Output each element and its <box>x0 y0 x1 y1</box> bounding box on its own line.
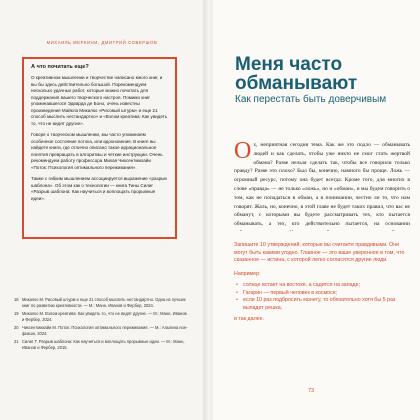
example-item: • Гагарин — первый человек в космосе; <box>234 290 410 298</box>
chapter-subtitle: Как перестать быть доверчивым <box>235 94 387 105</box>
footnote-text: Чиксентмихайи М. Поток: Психология оптимального переживания. — М.: Альпина нон-фикшн, 2024. <box>22 324 188 336</box>
footnote <box>14 311 189 322</box>
example-list <box>234 282 410 312</box>
footnote-text: Микалко М. Взлом креатива: Как увидеть то, что не видят другие. — М.: Манн, Иванов и Фербер, 2024. <box>22 310 187 322</box>
example-item: • если 10 раз подбросить монету, то обязательно хотя бы 5 раз выпадет решка, <box>234 297 410 312</box>
exercise-label: Например: <box>234 270 261 277</box>
footnote-number: 20 <box>14 324 19 330</box>
reading-sidebar <box>22 57 177 239</box>
sidebar-paragraph: О креативном мышлении и творчестве написано много книг, и вы бы здесь действительно большой. Порекомендуем несколько удачных работ, которые можно почитать для поддержания вашего творческого настроя. Помимо книг упоминавшегося Эдварда де Боно, очень известны произведения Майкла Микалко «Рисовый штурм» и еще 21 способ мыслить нестандартно» и «Взлом креатива: Как увидеть то, что не видят другие». <box>31 75 168 126</box>
footnote-number: 21 <box>14 338 19 344</box>
footnote-number: 19 <box>14 310 19 316</box>
footnote <box>14 297 189 308</box>
left-page <box>0 0 208 420</box>
footnote-text: Силиг Т. Разрыв шаблона: Как научиться и воплощать прорывные идеи. — М.: Манн, Иванов и Фербер, 2015. <box>22 338 185 350</box>
sidebar-paragraph: Также с гибким мышлением ассоциируется выражение «разрыв шаблона». Об этом как о технологии — книга Тины Силиг «Разрыв шаблона: Как научиться и воплощать прорывные идеи». <box>31 176 167 201</box>
footnotes <box>14 297 189 353</box>
page-number: 73 <box>308 388 315 394</box>
sidebar-paragraph: Говоря о творческом мышлении, мы часто упоминаем особенное состояние потока, или вдохновения. В книге вы найдете книги, где отлично описано такое иррациональное понятия превращать в алгоритмы и четкие инструкции. Очень рекомендуем работу профессора Михая Чиксентмихайи «Поток: Психология оптимального переживания». <box>31 132 163 170</box>
footnote <box>14 325 189 336</box>
exercise-closing: и так далее. <box>234 316 265 322</box>
body-paragraph: х, неприятная сегодня тема. Как же это подло — обманывать людей и как сделать, чтобы уже никто не смог стать жертвой обмана? Разве нельзя сделать так, чтобы все говорили только правду? Разве это плохо? Был бы, конечно, намного бы проще. Ложь — огромный ресурс, потому она будет всегда. Кроме того, для многих в слове «правда» — не только «ложь», но и «обман», и мы будем говорить о том, как не попадаться в обман, а в понимании, честно ли то, что нам говорят. Жаль, но, конечно, в этой главе не будет таких правил, что вас не обманут, с которыми вы будете рассматривать тех, кто пытается обманывать, а тех, кто действительно пытается, на основании <box>234 142 410 228</box>
footnote-number: 18 <box>14 297 19 302</box>
footnote-text: Микалко М. Рисовый штурм и еще 21 способ мыслить нестандартно. Одна из лучших книг по развитию креативности. — М.: Манн, Иванов и Фербер, 2024. <box>22 297 186 308</box>
sidebar-title: А что почитать еще? <box>31 64 89 70</box>
chapter-body <box>234 141 410 231</box>
chapter-title: Меня часто обманывают <box>235 54 358 94</box>
book-gutter <box>203 0 213 420</box>
exercise-intro: Запишите 10 утверждений, которые вы считаете правдивыми. Они могут быть какими угодно. Главное — это ваше уверенное в том, что сказанное — истина, с которой легко согласятся другие люди. <box>234 242 405 263</box>
footnote <box>14 339 189 350</box>
drop-cap: О <box>234 141 252 164</box>
exercise-block <box>234 242 410 328</box>
running-head: МИХАИЛЬ МЕРКИНИ, ДМИТРИЙ СОВЕРШОВ <box>46 40 158 45</box>
example-item: • солнце встает на востоке, а садится на западе; <box>234 282 410 290</box>
